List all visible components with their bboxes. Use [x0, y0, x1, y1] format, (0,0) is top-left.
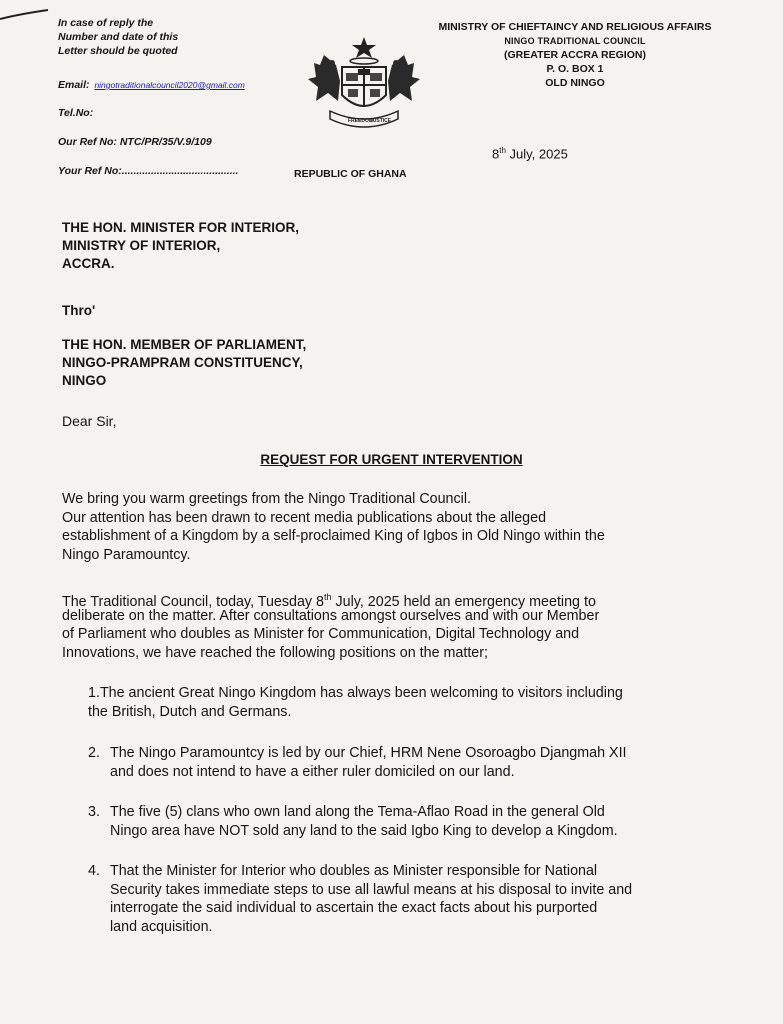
- paragraph-line: deliberate on the matter. After consultations amongst ourselves and with our Member: [62, 607, 600, 624]
- addressee2-line: NINGO-PRAMPRAM CONSTITUENCY,: [62, 355, 303, 370]
- item-text: interrogate the said individual to ascertain the exact facts about his purported: [110, 900, 598, 916]
- date-day: 8: [492, 146, 500, 162]
- addressee2-block: [62, 336, 306, 390]
- ghana-coat-of-arms-icon: [294, 35, 434, 135]
- item-text: That the Minister for Interior who doubles as Minister responsible for National: [110, 863, 598, 879]
- region-name: (GREATER ACCRA REGION): [504, 49, 646, 61]
- paragraph-line: Our attention has been drawn to recent media publications about the alleged: [62, 509, 547, 526]
- position-item: [88, 803, 718, 840]
- item-number: 4.: [88, 863, 100, 879]
- item-number: 3.: [88, 804, 100, 820]
- subject-heading: REQUEST FOR URGENT INTERVENTION: [260, 452, 523, 467]
- position-item: [88, 862, 718, 936]
- item-text: The ancient Great Ningo Kingdom has always been welcoming to visitors including: [99, 685, 623, 701]
- item-text: and does not intend to have a either ruler domiciled on our land.: [110, 763, 515, 780]
- item-text: The five (5) clans who own land along the Tema-Aflao Road in the general Old: [110, 804, 605, 820]
- position-item: [88, 684, 718, 721]
- crest-motto-left: FREEDOM: [348, 118, 373, 124]
- our-ref: Our Ref No: NTC/PR/35/V.9/109: [58, 136, 212, 148]
- date-suffix: th: [499, 146, 506, 155]
- paragraph-text: The Traditional Council, today, Tuesday 8: [62, 593, 324, 610]
- item-text: the British, Dutch and Germans.: [88, 703, 292, 720]
- reply-note: [58, 16, 178, 58]
- item-text: Security takes immediate steps to use all lawful means at his disposal to invite and: [110, 881, 633, 898]
- paragraph-line: Ningo Paramountcy.: [62, 546, 191, 563]
- paragraph-sup: th: [324, 592, 332, 602]
- council-name: NINGO TRADITIONAL COUNCIL: [504, 36, 646, 46]
- item-number: 1.: [88, 685, 100, 701]
- republic-label: REPUBLIC OF GHANA: [294, 168, 407, 180]
- ministry-name: MINISTRY OF CHIEFTAINCY AND RELIGIOUS AFFAIRS: [438, 21, 712, 33]
- pen-stroke-mark: [0, 8, 50, 22]
- position-item: [88, 744, 718, 781]
- paragraph-line: of Parliament who doubles as Minister for Communication, Digital Technology and: [62, 626, 580, 642]
- item-number: 2.: [88, 745, 100, 761]
- email-line: [58, 78, 245, 92]
- thro-label: Thro': [62, 303, 96, 318]
- item-text: Ningo area have NOT sold any land to the said Igbo King to develop a Kingdom.: [110, 822, 618, 839]
- town-name: OLD NINGO: [545, 77, 605, 89]
- po-box: P. O. BOX 1: [546, 63, 604, 75]
- email-address: ningotraditionalcouncil2020@gmail.com: [94, 80, 245, 90]
- addressee-line: THE HON. MINISTER FOR INTERIOR,: [62, 220, 300, 235]
- addressee-block: [62, 219, 299, 273]
- paragraph-line: Innovations, we have reached the following positions on the matter;: [62, 644, 488, 661]
- date-rest: July, 2025: [505, 146, 568, 162]
- paragraph-line: [62, 588, 722, 610]
- item-text: The Ningo Paramountcy is led by our Chief, HRM Nene Osoroagbo Djangmah XII: [110, 745, 627, 761]
- paragraph-greeting: [62, 490, 722, 564]
- reply-note-line: Number and date of this: [58, 31, 179, 43]
- tel-label: Tel.No:: [58, 107, 94, 119]
- paragraph-line: establishment of a Kingdom by a self-proclaimed King of Igbos in Old Ningo within the: [62, 528, 605, 544]
- addressee2-line: THE HON. MEMBER OF PARLIAMENT,: [62, 337, 307, 352]
- addressee2-line: NINGO: [62, 373, 107, 388]
- letter-date: [492, 146, 568, 161]
- email-label: Email:: [58, 79, 90, 91]
- your-ref: Your Ref No:........................................: [58, 165, 239, 177]
- item-text: land acquisition.: [110, 918, 213, 935]
- paragraph-text: July, 2025 held an emergency meeting to: [331, 593, 596, 610]
- salutation: Dear Sir,: [62, 413, 117, 429]
- paragraph-meeting: [62, 588, 722, 662]
- reply-note-line: In case of reply the: [58, 17, 154, 29]
- paragraph-line: We bring you warm greetings from the Ningo Traditional Council.: [62, 491, 471, 507]
- addressee-line: MINISTRY OF INTERIOR,: [62, 238, 221, 253]
- reply-note-line: Letter should be quoted: [58, 45, 178, 57]
- crest-motto-right: JUSTICE: [370, 118, 392, 124]
- ministry-heading: [415, 20, 735, 90]
- addressee-line: ACCRA.: [62, 256, 115, 271]
